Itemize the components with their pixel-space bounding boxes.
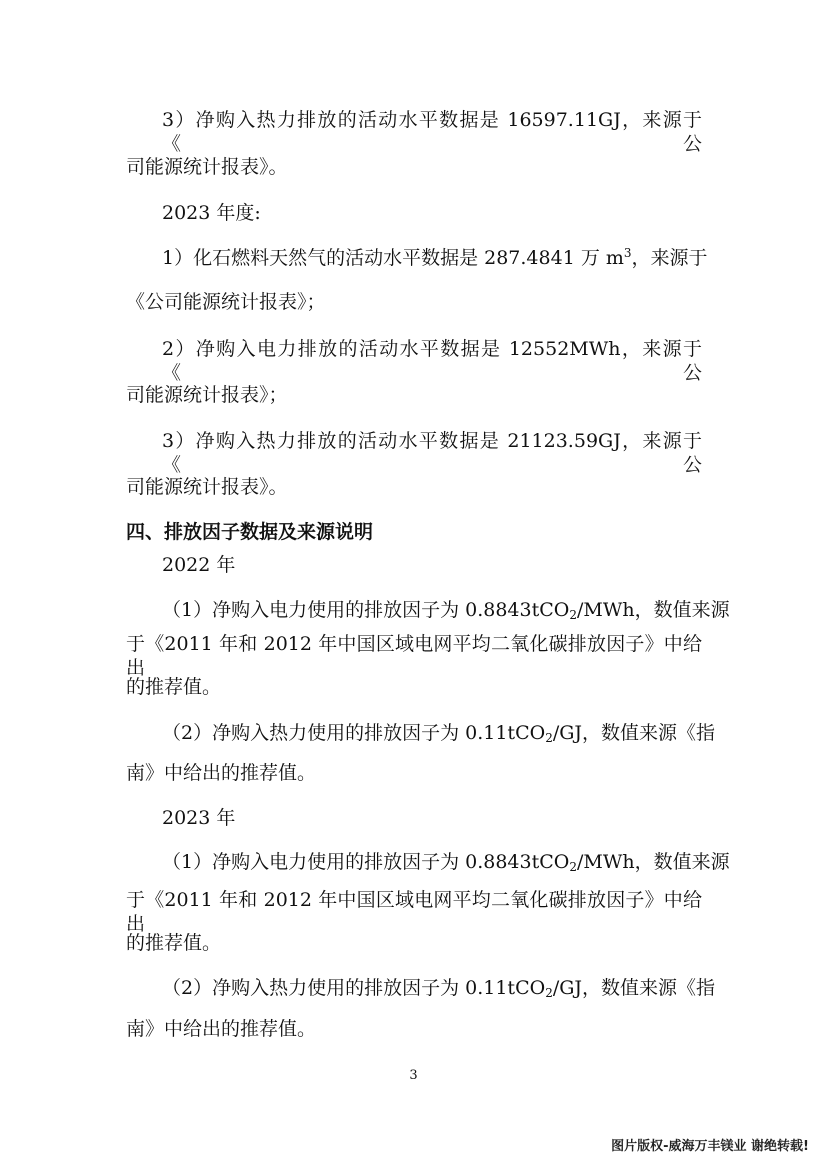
paragraph-line: 于《2011 年和 2012 年中国区域电网平均二氧化碳排放因子》中给出: [126, 633, 702, 679]
subscript: 2: [569, 860, 578, 874]
section-year-label: 2023 年度:: [162, 202, 261, 224]
superscript: 3: [623, 246, 632, 260]
paragraph-line: 南》中给出的推荐值。: [126, 1018, 317, 1040]
line-text: （1）净购入电力使用的排放因子为 0.8843tCO: [162, 851, 570, 873]
line-text: （2）净购入热力使用的排放因子为 0.11tCO: [162, 977, 546, 999]
copyright-watermark: 图片版权-威海万丰镁业 谢绝转载!: [611, 1139, 809, 1154]
paragraph-line: 司能源统计报表》；: [126, 384, 288, 406]
paragraph-line: 《公司能源统计报表》；: [126, 291, 326, 313]
paragraph-line: 南》中给出的推荐值。: [126, 762, 317, 784]
line-text: /GJ，数值来源《指: [552, 722, 716, 744]
section-year-label: 2023 年: [162, 807, 236, 829]
paragraph-line: 3）净购入热力排放的活动水平数据是 16597.11GJ，来源于《公: [162, 109, 702, 155]
paragraph-line: [162, 721, 715, 745]
line-text: /MWh，数值来源: [577, 851, 730, 873]
paragraph-line: [162, 598, 730, 622]
page-number: 3: [409, 1068, 418, 1083]
line-text: /GJ，数值来源《指: [552, 977, 716, 999]
paragraph-line: 的推荐值。: [126, 676, 222, 698]
paragraph-line: [162, 976, 715, 1000]
paragraph-line: 2）净购入电力排放的活动水平数据是 12552MWh，来源于《公: [162, 338, 702, 384]
line-text: /MWh，数值来源: [577, 599, 730, 621]
subscript: 2: [545, 986, 553, 1000]
line-text: （1）净购入电力使用的排放因子为 0.8843tCO: [162, 599, 570, 621]
paragraph-line: 司能源统计报表》。: [126, 476, 288, 498]
paragraph-line: [162, 850, 730, 874]
section-year-label: 2022 年: [162, 554, 236, 576]
line-text: （2）净购入热力使用的排放因子为 0.11tCO: [162, 722, 546, 744]
subscript: 2: [545, 731, 553, 745]
paragraph-line: [162, 246, 708, 270]
paragraph-line: 于《2011 年和 2012 年中国区域电网平均二氧化碳排放因子》中给出: [126, 889, 702, 935]
subscript: 2: [569, 608, 578, 622]
line-text: ，来源于: [631, 247, 708, 269]
section-heading: 四、排放因子数据及来源说明: [126, 521, 374, 543]
paragraph-line: 的推荐值。: [126, 932, 222, 954]
line-text: 1）化石燃料天然气的活动水平数据是 287.4841 万 m: [162, 247, 624, 269]
paragraph-line: 3）净购入热力排放的活动水平数据是 21123.59GJ，来源于《公: [162, 430, 702, 476]
paragraph-line: 司能源统计报表》。: [126, 156, 288, 178]
